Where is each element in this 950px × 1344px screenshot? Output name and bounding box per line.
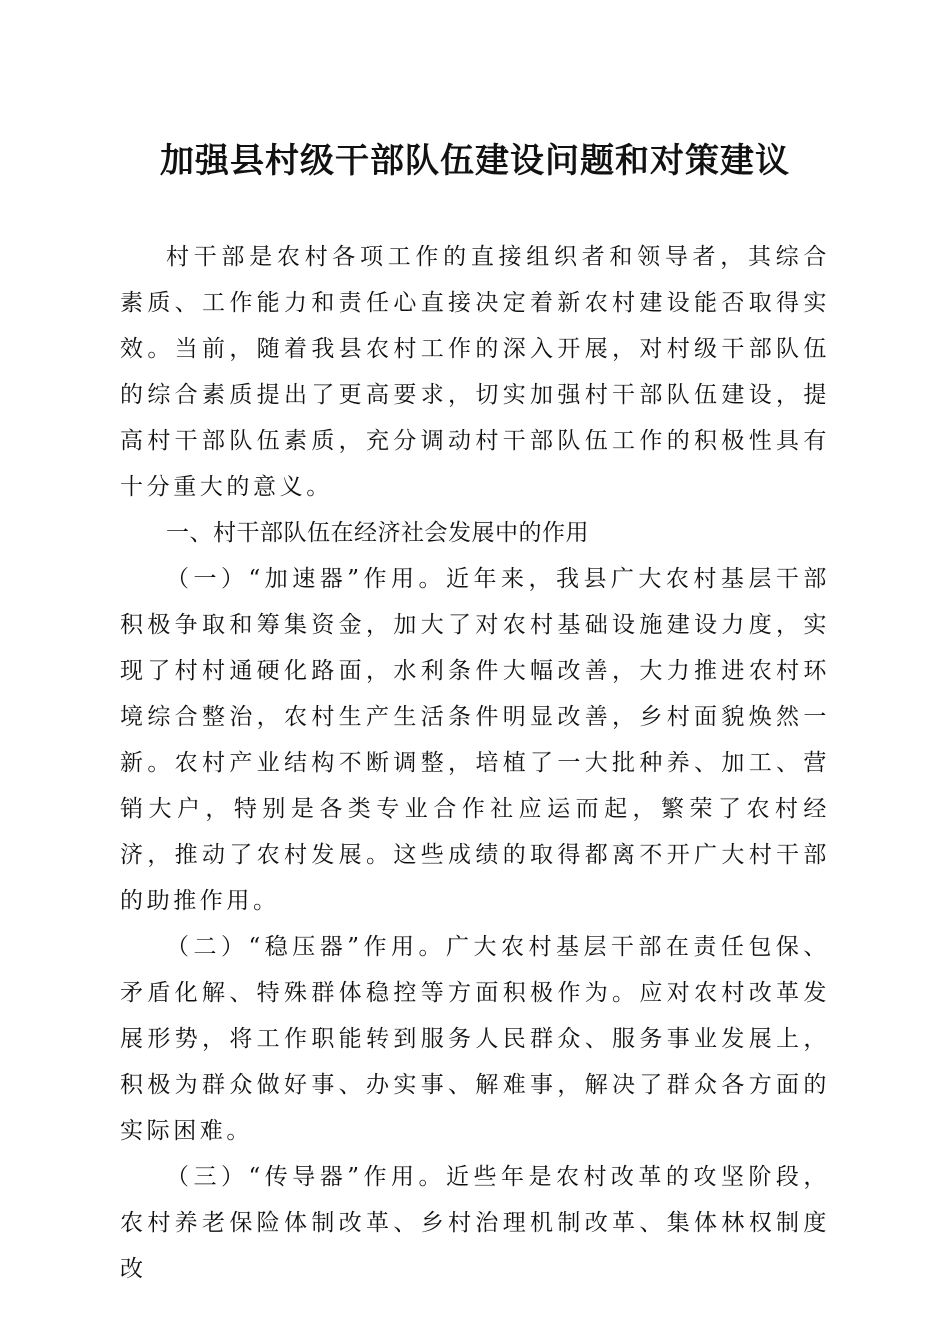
document-body bbox=[120, 234, 830, 1292]
item-lead-3: （三）“传导器”作用。 bbox=[166, 1164, 446, 1190]
item-paragraph-3 bbox=[120, 1154, 830, 1292]
intro-paragraph: 村干部是农村各项工作的直接组织者和领导者，其综合素质、工作能力和责任心直接决定着新农村建设能否取得实效。当前，随着我县农村工作的深入开展，对村级干部队伍的综合素质提出了更高要求，切实加强村干部队伍建设，提高村干部队伍素质，充分调动村干部队伍工作的积极性具有十分重大的意义。 bbox=[120, 244, 830, 500]
item-lead-2: （二）“稳压器”作用。 bbox=[166, 934, 446, 960]
item-paragraph-1 bbox=[120, 556, 830, 924]
document-page bbox=[120, 0, 830, 1292]
item-paragraph-2 bbox=[120, 924, 830, 1154]
item-lead-1: （一）“加速器”作用。 bbox=[166, 566, 446, 592]
document-title: 加强县村级干部队伍建设问题和对策建议 bbox=[160, 141, 790, 181]
item-text-2: 广大农村基层干部在责任包保、矛盾化解、特殊群体稳控等方面积极作为。应对农村改革发展形势，将工作职能转到服务人民群众、服务事业发展上，积极为群众做好事、办实事、解难事，解决了群众各方面的实际困难。 bbox=[120, 934, 830, 1144]
section-heading: 一、村干部队伍在经济社会发展中的作用 bbox=[166, 520, 589, 546]
item-text-1: 近年来，我县广大农村基层干部积极争取和筹集资金，加大了对农村基础设施建设力度，实现了村村通硬化路面，水利条件大幅改善，大力推进农村环境综合整治，农村生产生活条件明显改善，乡村面貌焕然一新。农村产业结构不断调整，培植了一大批种养、加工、营销大户，特别是各类专业合作社应运而起，繁荣了农村经济，推动了农村发展。这些成绩的取得都离不开广大村干部的助推作用。 bbox=[120, 566, 830, 914]
item-text-3: 近些年是农村改革的攻坚阶段，农村养老保险体制改革、乡村治理机制改革、集体林权制度改 bbox=[120, 1164, 830, 1282]
